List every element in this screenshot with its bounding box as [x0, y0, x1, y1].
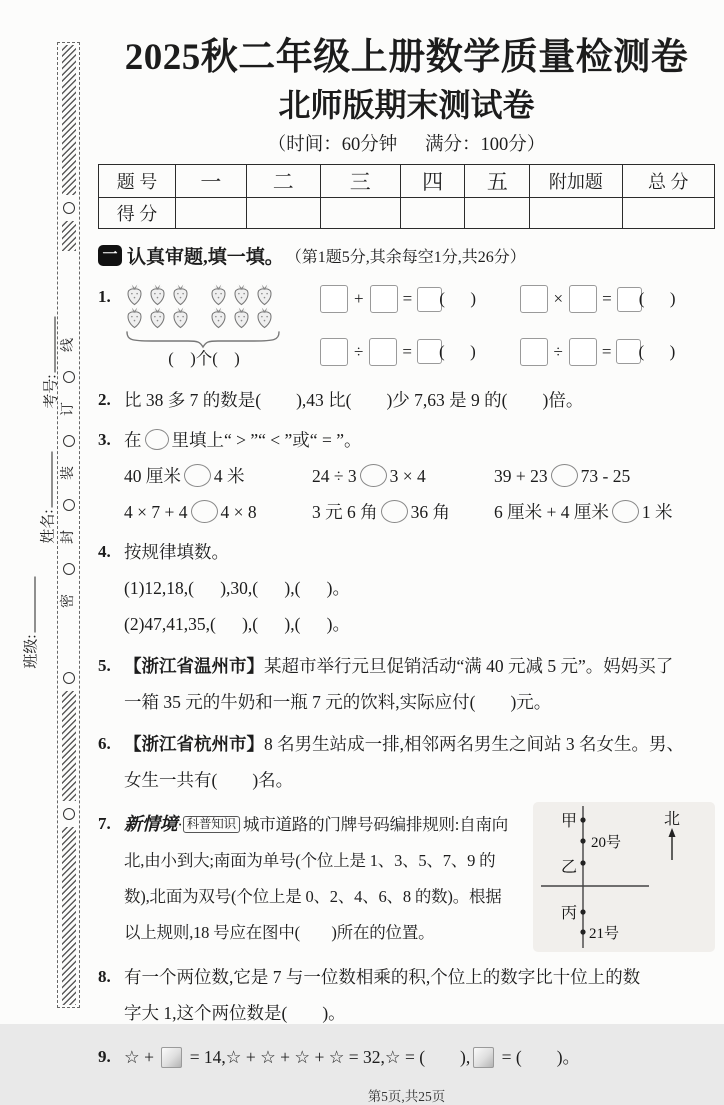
- equation-row: [520, 334, 716, 370]
- compare-item: 39 + 23 73 - 25: [494, 466, 631, 486]
- operator: ×: [553, 289, 564, 309]
- answer-box: [520, 285, 548, 313]
- square-icon: [473, 1047, 494, 1068]
- question-9: [98, 1039, 715, 1075]
- compare-row: [124, 494, 715, 530]
- street-number-map: [533, 802, 715, 952]
- question-text: 北,由小到大;南面为单号(个位上是 1、3、5、7、9 的: [124, 851, 496, 870]
- answer-box: [520, 338, 548, 366]
- student-name-blank: [41, 451, 53, 507]
- unit-blank: ( ): [438, 341, 476, 361]
- hatch-marks: [62, 45, 76, 195]
- question-number: 9.: [98, 1047, 111, 1066]
- score-cell-empty: [622, 198, 714, 229]
- paper-subtitle: 北师版期末测试卷: [278, 87, 535, 123]
- equals-sign: =: [601, 341, 612, 361]
- time-score-meta: （时间：60分钟 满分：100分）: [267, 135, 546, 155]
- score-cell-empty: [530, 198, 622, 229]
- question-number: 8.: [98, 967, 111, 986]
- circle-icon: [63, 563, 75, 575]
- exam-number-blank: [44, 316, 56, 372]
- question-text: 新情境· 科普知识 城市道路的门牌号码编排规则:自南向: [124, 814, 509, 834]
- exam-number-label: [40, 293, 61, 433]
- compare-circle-icon: [381, 500, 408, 523]
- score-table-header-cell: 总 分: [622, 165, 714, 198]
- score-cell-empty: [246, 198, 320, 229]
- equals-sign: =: [402, 289, 413, 309]
- new-context-badge: 新情境: [124, 814, 178, 834]
- strawberry-icon: [124, 306, 145, 329]
- student-name-label: [37, 428, 58, 568]
- compare-circle-icon: [184, 464, 211, 487]
- seal-char: 装: [60, 466, 76, 480]
- star-equation-text: = 14,☆ + ☆ + ☆ + ☆ = 32,☆ = ( ),: [185, 1047, 471, 1067]
- answer-box: [370, 285, 398, 313]
- score-table-header-cell: 五: [465, 165, 530, 198]
- score-cell-empty: [176, 198, 247, 229]
- equation-row: [520, 281, 716, 317]
- strawberry-icon: [170, 283, 191, 306]
- q1-equations: [320, 279, 715, 370]
- question-text: [124, 1039, 715, 1075]
- strawberry-icon: [170, 306, 191, 329]
- question-number: 4.: [98, 542, 111, 561]
- student-name-text: 姓名:: [40, 509, 57, 544]
- strawberry-icon: [124, 283, 145, 306]
- question-2: [98, 382, 715, 418]
- question-8: [98, 959, 715, 1031]
- answer-box: [569, 285, 597, 313]
- strawberry-group: [124, 283, 192, 329]
- question-number: 2.: [98, 390, 111, 409]
- question-number: 5.: [98, 656, 111, 675]
- seal-char: 线: [60, 338, 76, 352]
- answer-box: [569, 338, 597, 366]
- answer-box: [320, 285, 348, 313]
- section-title: 认真审题,填一填。: [127, 247, 284, 268]
- strawberry-icon: [254, 306, 275, 329]
- strawberry-icon: [231, 283, 252, 306]
- seal-char: 订: [60, 402, 76, 416]
- compare-circle-icon: [551, 464, 578, 487]
- question-4: [98, 534, 715, 642]
- score-table-header-cell: 四: [400, 165, 465, 198]
- strawberry-icon: [147, 306, 168, 329]
- score-table-header-cell: 一: [176, 165, 247, 198]
- compare-item: 3 元 6 角 36 角: [312, 502, 450, 522]
- question-text: 有一个两位数,它是 7 与一位数相乘的积,个位上的数字比十位上的数: [124, 967, 641, 987]
- strawberry-icon: [231, 306, 252, 329]
- compare-circle-icon: [360, 464, 387, 487]
- score-row-label: 得 分: [99, 198, 176, 229]
- compare-circle-icon: [612, 500, 639, 523]
- strawberry-icon: [147, 283, 168, 306]
- question-text: 以上规则,18 号应在图中( )所在的位置。: [124, 923, 435, 942]
- compare-item: 40 厘米 4 米: [124, 466, 245, 486]
- score-cell-empty: [320, 198, 400, 229]
- class-text: 班级:: [23, 634, 40, 669]
- question-text: 【浙江省温州市】某超市举行元旦促销活动“满 40 元减 5 元”。妈妈买了: [124, 656, 674, 676]
- score-table-header-cell: 题 号: [99, 165, 176, 198]
- seal-char: 密: [60, 594, 76, 608]
- main-content: [98, 34, 715, 1105]
- group-count-blank: ( )个( ): [168, 349, 240, 368]
- point-jia-label: 甲: [560, 813, 577, 830]
- question-text: 【浙江省杭州市】8 名男生站成一排,相邻两名男生之间站 3 名女生。男、: [124, 734, 684, 754]
- question-number: 3.: [98, 430, 111, 449]
- sequence-line: (2)47,41,35,( ),( ),( )。: [124, 614, 350, 634]
- question-3: [98, 422, 715, 530]
- question-number: 7.: [98, 814, 111, 833]
- class-label: [20, 553, 41, 693]
- star-equation-text: = ( )。: [497, 1047, 581, 1067]
- intro-post: 里填上“ > ”“ < ”或“ = ”。: [171, 430, 362, 450]
- house-20-label: 20号: [591, 835, 622, 851]
- question-text: [124, 422, 715, 458]
- operator: ÷: [553, 341, 563, 361]
- operator: ÷: [354, 341, 364, 361]
- compare-row: [124, 458, 715, 494]
- unit-blank: ( ): [638, 341, 676, 361]
- hatch-marks: [62, 221, 76, 251]
- intro-pre: 在: [124, 430, 142, 450]
- strawberry-figure: [124, 279, 320, 370]
- seal-char: 封: [60, 530, 76, 544]
- underbrace-icon: [124, 330, 282, 348]
- section-one-header: [98, 242, 715, 269]
- score-table-header-cell: 附加题: [530, 165, 622, 198]
- question-7: [98, 806, 715, 951]
- question-number: 1.: [98, 287, 111, 306]
- equation-row: [320, 334, 516, 370]
- unit-blank: ( ): [439, 289, 477, 309]
- star-equation-text: ☆ +: [124, 1047, 159, 1067]
- question-text: 女生一共有( )名。: [124, 770, 294, 790]
- strawberry-icon: [208, 306, 229, 329]
- operator: +: [354, 289, 364, 309]
- badge-dot: ·: [177, 815, 183, 834]
- strawberry-icon: [208, 283, 229, 306]
- question-number: 6.: [98, 734, 111, 753]
- score-table-header-cell: 三: [320, 165, 400, 198]
- score-table-header-cell: 二: [246, 165, 320, 198]
- score-cell-empty: [400, 198, 465, 229]
- point-yi-label: 乙: [560, 859, 577, 876]
- sequence-line: (1)12,18,( ),30,( ),( )。: [124, 578, 350, 598]
- circle-icon: [63, 371, 75, 383]
- section-score-note: （第1题5分,其余每空1分,共26分）: [285, 249, 526, 266]
- score-table: [98, 164, 715, 229]
- circle-icon: [63, 202, 75, 214]
- compare-circle-icon: [191, 500, 218, 523]
- point-bing-label: 丙: [560, 905, 577, 922]
- strawberry-group: [208, 283, 276, 329]
- exam-number-text: 考号:: [43, 374, 60, 409]
- circle-icon: [63, 499, 75, 511]
- section-number-badge: 一: [98, 245, 122, 266]
- strawberry-icon: [254, 283, 275, 306]
- compare-circle-icon: [145, 429, 169, 450]
- region-tag: 【浙江省杭州市】: [124, 734, 264, 754]
- score-cell-empty: [465, 198, 530, 229]
- compare-item: 4 × 7 + 4 4 × 8: [124, 502, 257, 522]
- question-text: 一箱 35 元的牛奶和一瓶 7 元的饮料,实际应付( )元。: [124, 692, 552, 712]
- page-footer: 第5页,共25页: [367, 1089, 446, 1104]
- equals-sign: =: [602, 289, 612, 309]
- house-21-label: 21号: [589, 926, 620, 942]
- circle-icon: [63, 672, 75, 684]
- compare-item: 24 ÷ 3 3 × 4: [312, 466, 426, 486]
- science-knowledge-badge: 科普知识: [183, 816, 240, 833]
- question-text: 数),北面为双号(个位上是 0、2、4、6、8 的数)。根据: [124, 887, 502, 906]
- answer-box: [320, 338, 348, 366]
- hatch-marks: [62, 691, 76, 801]
- paper-title: 2025秋二年级上册数学质量检测卷: [124, 37, 689, 78]
- region-tag: 【浙江省温州市】: [124, 656, 264, 676]
- answer-box: [369, 338, 397, 366]
- equals-sign: =: [402, 341, 412, 361]
- unit-blank: ( ): [638, 289, 676, 309]
- circle-icon: [63, 435, 75, 447]
- question-text: 按规律填数。: [124, 542, 229, 562]
- circle-icon: [63, 808, 75, 820]
- compare-item: 6 厘米 + 4 厘米 1 米: [494, 502, 673, 522]
- question-1: [98, 279, 715, 370]
- binding-seal-strip: [57, 42, 80, 1008]
- question-5: [98, 648, 715, 720]
- north-label: 北: [664, 811, 681, 828]
- equation-row: [320, 281, 516, 317]
- question-text: 比 38 多 7 的数是( ),43 比( )少 7,63 是 9 的( )倍。: [124, 390, 584, 410]
- square-icon: [161, 1047, 182, 1068]
- question-6: [98, 726, 715, 798]
- class-blank: [24, 576, 36, 632]
- hatch-marks: [62, 827, 76, 1005]
- question-text: 字大 1,这个两位数是( )。: [124, 1003, 346, 1023]
